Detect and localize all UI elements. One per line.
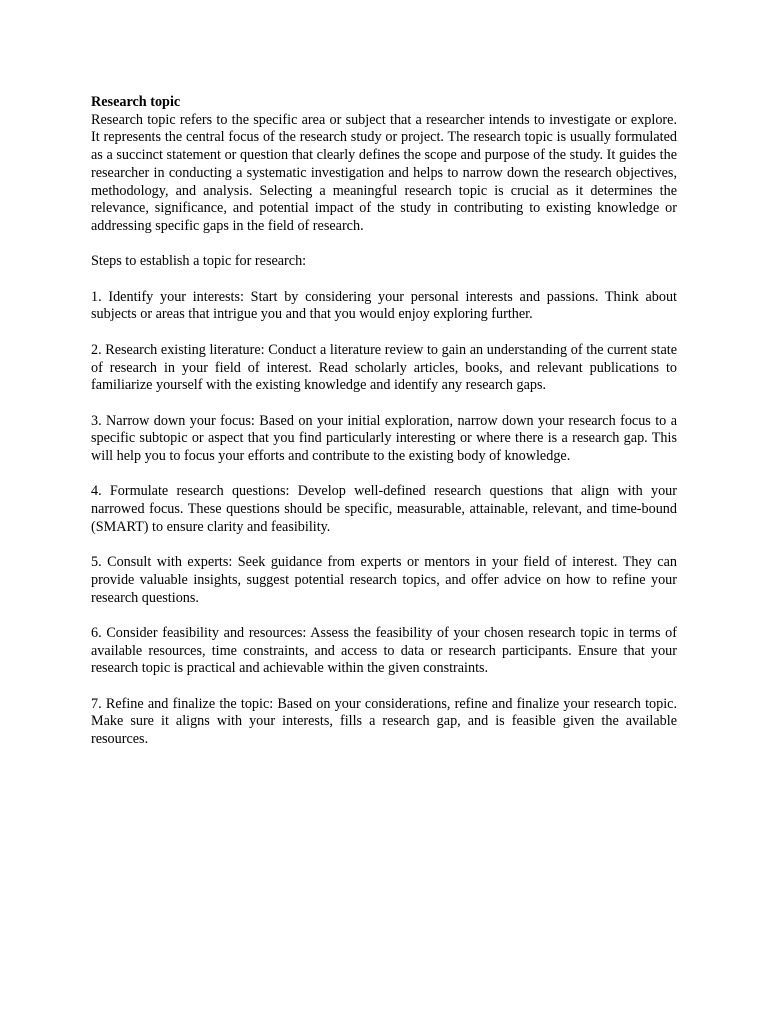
step-item-4: 4. Formulate research questions: Develop well-defined research questions that align with your narrowed focus. These questions should be specific, measurable, attainable, relevant, and time-bound (SMART) to ensure clarity and feasibility. <box>91 483 677 535</box>
steps-intro: Steps to establish a topic for research: <box>91 253 307 270</box>
document-page <box>91 94 677 749</box>
step-item-5: 5. Consult with experts: Seek guidance from experts or mentors in your field of interest. They can provide valuable insights, suggest potential research topics, and offer advice on how to refine your research questions. <box>91 554 677 606</box>
step-item-2: 2. Research existing literature: Conduct a literature review to gain an understanding of the current state of research in your field of interest. Read scholarly articles, books, and relevant publications to familiarize yourself with the existing knowledge and identify any research gaps. <box>91 341 677 394</box>
step-item-1: 1. Identify your interests: Start by considering your personal interests and passions. Think about subjects or areas that intrigue you and that you would enjoy exploring further. <box>91 288 677 323</box>
section-heading: Research topic <box>91 94 181 110</box>
step-item-6: 6. Consider feasibility and resources: Assess the feasibility of your chosen research topic in terms of available resources, time constraints, and access to data or research participants. Ensure that your research topic is practical and achievable within the given constraints. <box>91 624 677 677</box>
step-item-3: 3. Narrow down your focus: Based on your initial exploration, narrow down your research focus to a specific subtopic or aspect that you find particularly interesting or where there is a research gap. This will help you to focus your efforts and contribute to the existing body of knowledge. <box>91 412 677 464</box>
intro-paragraph: Research topic refers to the specific area or subject that a researcher intends to investigate or explore. It represents the central focus of the research study or project. The research topic is usually formulated as a succinct statement or question that clearly defines the scope and purpose of the study. It guides the researcher in conducting a systematic investigation and helps to narrow down the research objectives, methodology, and analysis. Selecting a meaningful research topic is crucial as it determines the relevance, significance, and potential impact of the study in contributing to existing knowledge or addressing specific gaps in the field of research. <box>91 111 677 234</box>
step-item-7: 7. Refine and finalize the topic: Based on your considerations, refine and finalize your research topic. Make sure it aligns with your interests, fills a research gap, and is feasible given the available resources. <box>91 695 677 748</box>
